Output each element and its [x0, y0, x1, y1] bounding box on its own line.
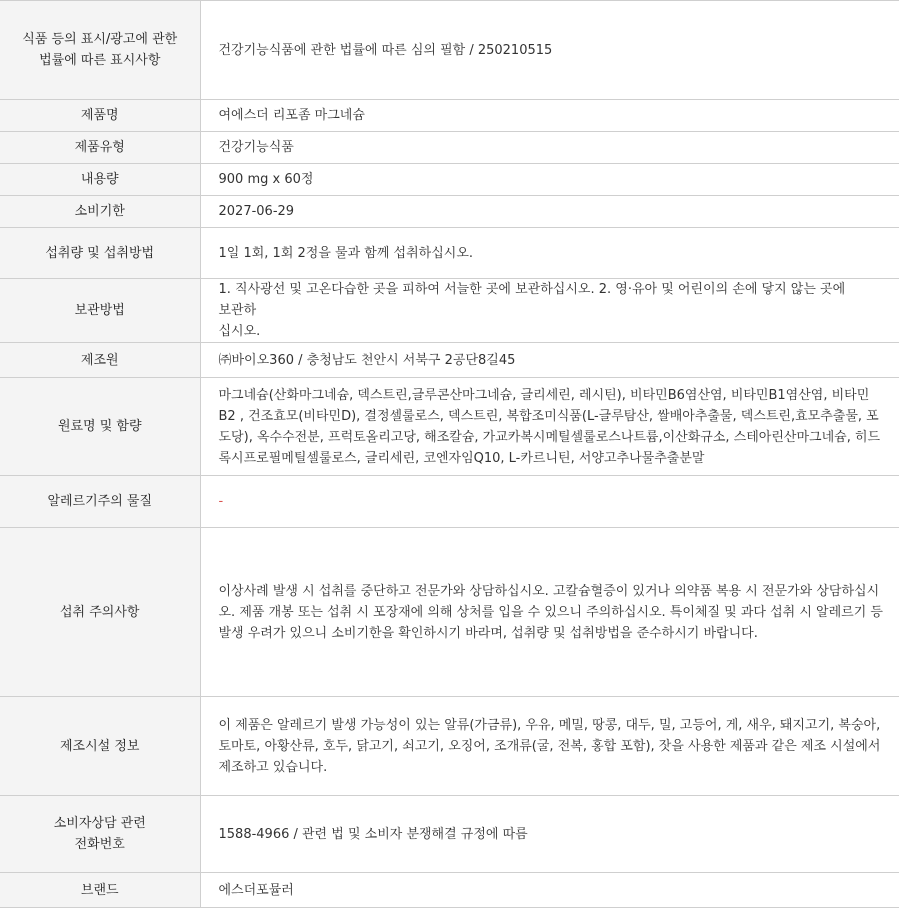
value-consumer-phone: 1588-4966 / 관련 법 및 소비자 분쟁해결 규정에 따름 — [218, 826, 528, 842]
table-row — [0, 132, 899, 164]
value-precautions: 이상사례 발생 시 섭취를 중단하고 전문가와 상담하십시오. 고칼슘혈증이 있거나 의약품 복용 시 전문가와 상담하십시 오. 제품 개봉 또는 섭취 시 포장재에 의해 상처를 입을 수 있으니 주의하십시오. 특이체질 및 과다 섭취 시 알레르기 등 발생 우려가 있으니 소비기한을 확인하시기 바라며, 섭취량 및 섭취방법을 준수하시기 바랍니다. — [218, 583, 883, 641]
table-row — [0, 279, 899, 343]
table-row — [0, 476, 899, 528]
row-label — [0, 796, 200, 873]
label-precautions: 섭취 주의사항 — [60, 604, 140, 620]
row-label — [0, 164, 200, 196]
row-label — [0, 196, 200, 228]
label-dosage: 섭취량 및 섭취방법 — [45, 245, 155, 261]
value-net-content: 900 mg x 60정 — [218, 172, 314, 187]
table-row — [0, 1, 899, 100]
row-label — [0, 528, 200, 697]
label-facility: 제조시설 정보 — [60, 738, 140, 754]
row-label — [0, 476, 200, 528]
table-row — [0, 196, 899, 228]
value-product-name: 여에스더 리포좀 마그네슘 — [218, 108, 365, 123]
label-product-type: 제품유형 — [74, 140, 125, 155]
row-label — [0, 100, 200, 132]
value-ingredients: 마그네슘(산화마그네슘, 덱스트린,글루콘산마그네슘, 글리세린, 레시틴), 비타민B6염산염, 비타민B1염산염, 비타민 B2 , 건조효모(비타민D), 결정셀룰로스, 덱스트린, 복합조미식품(L-글루탐산, 쌀배아추출물, 덱스트린,효모추출물, 포 도당), 옥수수전분, 프럭토올리고당, 해조칼슘, 가교카복시메틸셀룰로스나트륨,이산화규소, 스테아린산마그네슘, 히드 록시프로필메틸셀룰로스, 글리세린, 코엔자임Q10, L-카르니틴, 서양고추나물추출분말 — [218, 387, 881, 466]
value-facility: 이 제품은 알레르기 발생 가능성이 있는 알류(가금류), 우유, 메밀, 땅콩, 대두, 밀, 고등어, 게, 새우, 돼지고기, 복숭아, 토마토, 아황산류, 호두, 닭고기, 쇠고기, 오징어, 조개류(굴, 전복, 홍합 포함), 잣을 사용한 제품과 같은 제조 시설에서 제조하고 있습니다. — [218, 717, 881, 775]
row-value — [200, 132, 899, 164]
row-value — [200, 476, 899, 528]
row-value — [200, 196, 899, 228]
row-value — [200, 100, 899, 132]
table-row — [0, 100, 899, 132]
value-manufacturer: ㈜바이오360 / 충청남도 천안시 서북구 2공단8길45 — [218, 352, 516, 368]
row-label — [0, 132, 200, 164]
value-dosage: 1일 1회, 1회 2정을 물과 함께 섭취하십시오. — [218, 245, 474, 261]
table-row — [0, 164, 899, 196]
value-legal-notice: 건강기능식품에 관한 법률에 따른 심의 필함 / 250210515 — [218, 42, 553, 58]
row-value — [200, 873, 899, 908]
label-product-name: 제품명 — [80, 108, 119, 123]
value-storage: 1. 직사광선 및 고온다습한 곳을 피하여 서늘한 곳에 보관하십시오. 2. 영·유아 및 어린이의 손에 닿지 않는 곳에 보관하 십시오. — [218, 282, 846, 339]
label-storage: 보관방법 — [74, 303, 125, 318]
table-row — [0, 528, 899, 697]
value-product-type: 건강기능식품 — [218, 140, 294, 155]
value-brand: 에스더포뮬러 — [218, 882, 294, 898]
row-label — [0, 228, 200, 279]
table-row — [0, 343, 899, 378]
label-brand: 브랜드 — [80, 882, 119, 898]
row-value — [200, 796, 899, 873]
table-row — [0, 228, 899, 279]
table-row — [0, 697, 899, 796]
label-ingredients: 원료명 및 함량 — [57, 419, 142, 434]
row-label — [0, 1, 200, 100]
row-value — [200, 1, 899, 100]
label-expiry: 소비기한 — [74, 204, 125, 219]
label-net-content: 내용량 — [80, 172, 119, 187]
row-label — [0, 873, 200, 908]
row-label — [0, 378, 200, 476]
value-allergen: - — [218, 494, 224, 509]
label-legal-notice: 식품 등의 표시/광고에 관한 법률에 따른 표시사항 — [22, 32, 178, 68]
table-row — [0, 873, 899, 908]
row-value — [200, 697, 899, 796]
row-value — [200, 164, 899, 196]
table-row — [0, 796, 899, 873]
row-value — [200, 343, 899, 378]
row-value — [200, 528, 899, 697]
row-label — [0, 279, 200, 343]
table-row — [0, 378, 899, 476]
label-manufacturer: 제조원 — [80, 352, 119, 368]
row-label — [0, 697, 200, 796]
row-label — [0, 343, 200, 378]
value-expiry: 2027-06-29 — [218, 204, 295, 219]
label-consumer-phone: 소비자상담 관련 전화번호 — [53, 816, 146, 852]
label-allergen: 알레르기주의 물질 — [47, 494, 153, 509]
row-value — [200, 279, 899, 343]
row-value — [200, 228, 899, 279]
row-value — [200, 378, 899, 476]
